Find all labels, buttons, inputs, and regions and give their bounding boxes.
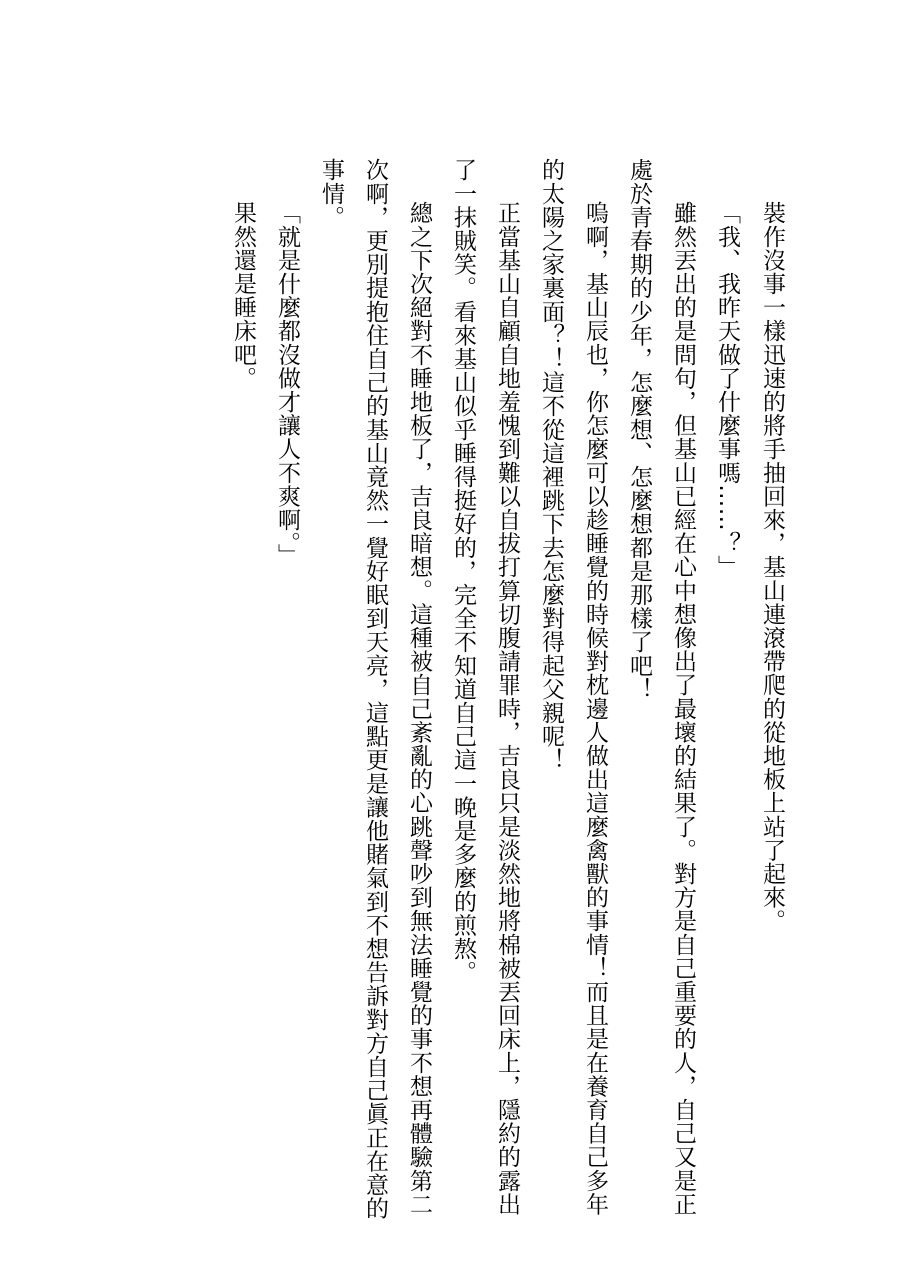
text-column-13: 果然還是睡床吧。 (230, 201, 256, 390)
text-column-8: 了一抹賊笑。看來基山似乎睡得挺好的，完全不知道自己這一晚是多麼的煎熬。 (450, 158, 476, 984)
text-column-11: 事情。 (318, 158, 344, 229)
text-column-6: 的太陽之家裏面？！這不從這裡跳下去怎麼對得起父親呢！ (538, 158, 564, 772)
text-column-3: 雖然丟出的是問句，但基山已經在心中想像出了最壞的結果了。對方是自己重要的人，自己又是正 (670, 201, 696, 1216)
text-column-2: 「我、我昨天做了什麼事嗎……？」 (714, 201, 740, 579)
text-column-5: 嗚啊，基山辰也，你怎麼可以趁睡覺的時候對枕邊人做出這麼禽獸的事情！而且是在養育自己多年 (582, 201, 608, 1216)
text-column-12: 「就是什麼都沒做才讓人不爽啊。」 (274, 201, 300, 568)
text-column-9: 總之下次絕對不睡地板了，吉良暗想。這種被自己紊亂的心跳聲吵到無法睡覺的事不想再體驗第二 (406, 201, 432, 1216)
text-column-10: 次啊，更別提抱住自己的基山竟然一覺好眠到天亮，這點更是讓他賭氣到不想告訴對方自己眞正在意的 (362, 158, 388, 1220)
text-column-7: 正當基山自顧自地羞愧到難以自拔打算切腹請罪時，吉良只是淡然地將棉被丟回床上，隱約的露出 (494, 201, 520, 1216)
text-column-4: 處於青春期的少年，怎麼想、怎麼想都是那樣了吧！ (626, 158, 652, 701)
text-column-1: 裝作沒事一樣迅速的將手抽回來，基山連滾帶爬的從地板上站了起來。 (759, 201, 785, 933)
